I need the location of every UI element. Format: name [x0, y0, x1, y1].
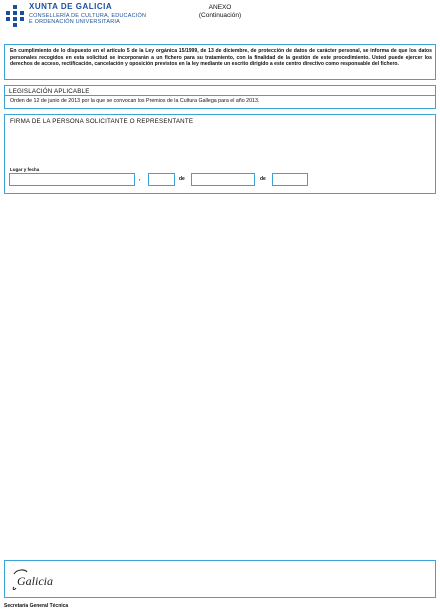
page-title — [180, 4, 260, 20]
place-date-label: Lugar y fecha — [10, 167, 40, 172]
logo-subtitle — [29, 13, 146, 26]
logo-subtitle-line1: CONSELLERÍA DE CULTURA, EDUCACIÓN — [29, 13, 147, 19]
month-field[interactable] — [191, 173, 255, 186]
data-protection-text: En cumplimiento de lo dispuesto en el artículo 5 de la Ley orgánica 15/1999, de 13 de diciembre, de protección de datos de carácter personal, se informa de que los datos personales recogidos en esta solicitud se incorporarán a un fichero para su tratamiento, con la finalidad de la gestión de este procedimiento. Usted puede ejercer los derechos de acceso, rectificación, cancelación y oposición previstos en la ley mediante un escrito dirigido a este centro directivo como responsable del fichero. — [10, 48, 432, 68]
day-field[interactable] — [148, 173, 175, 186]
signature-title: FIRMA DE LA PERSONA SOLICITANTE O REPRESENTANTE — [10, 118, 194, 125]
galicia-logo — [11, 566, 71, 592]
legislation-divider — [5, 95, 435, 96]
legislation-text: Orden de 12 de junio de 2013 por la que se convocan los Premios de la Cultura Gallega para el año 2013. — [10, 98, 260, 104]
logo-brand-text: XUNTA DE GALICIA — [29, 2, 113, 11]
galicia-logo-text: Galicia — [17, 574, 53, 588]
secretaria-label: Secretaría General Técnica — [4, 603, 69, 609]
legislation-title: LEGISLACIÓN APLICABLE — [9, 88, 90, 95]
footer-box — [4, 560, 436, 598]
legislation-box — [4, 85, 436, 109]
data-protection-box — [4, 44, 436, 80]
page-title-line2: (Continuación) — [198, 12, 242, 19]
signature-box — [4, 114, 436, 194]
page-title-line1: ANEXO — [208, 4, 232, 11]
xunta-logo — [6, 2, 156, 32]
de-separator-2: de — [260, 176, 266, 182]
place-field[interactable] — [9, 173, 135, 186]
comma-separator: , — [139, 176, 141, 182]
logo-subtitle-line2: E ORDENACIÓN UNIVERSITARIA — [29, 19, 120, 26]
de-separator-1: de — [179, 176, 185, 182]
year-field[interactable] — [272, 173, 308, 186]
xunta-cross-icon — [6, 5, 24, 27]
